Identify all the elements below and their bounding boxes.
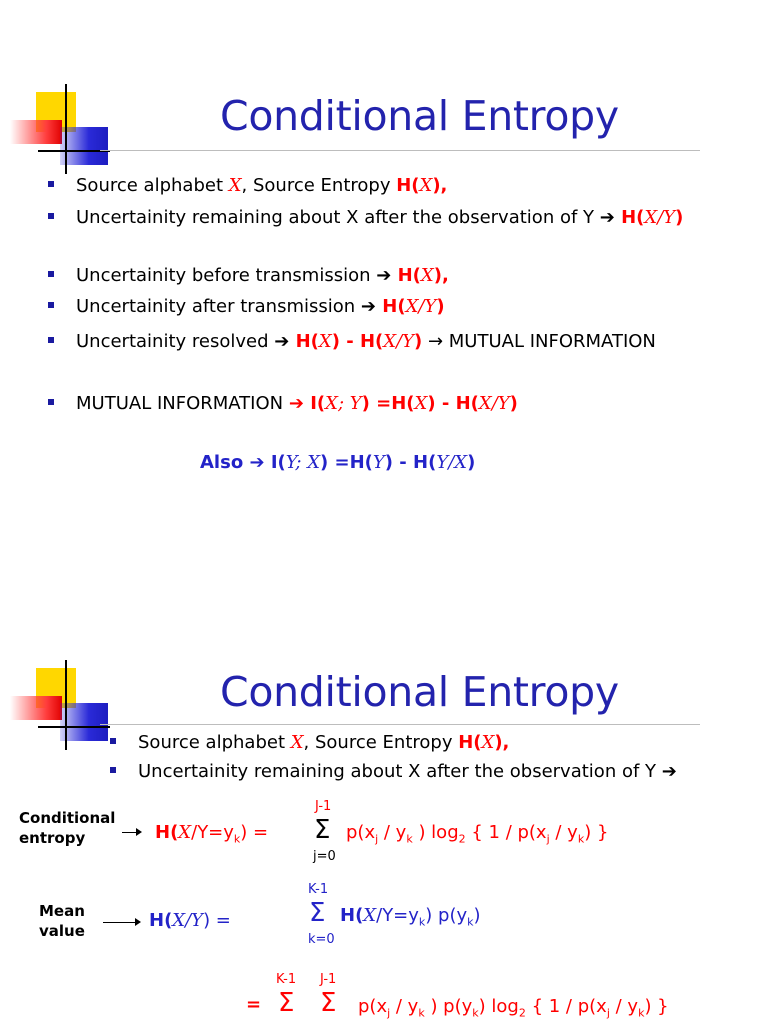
- sum-lower-limit: k=0: [308, 932, 335, 947]
- slide-logo: [10, 660, 110, 750]
- sum-upper-limit-k: K-1: [276, 972, 297, 987]
- bullet-uncertainity-remaining: Uncertainity remaining about X after the observation of Y ➔ H(X/Y): [48, 207, 683, 228]
- bullet-before-transmission: Uncertainity before transmission ➔ H(X),: [48, 265, 449, 286]
- equation-expanded-body: $p(x_j / y_k$ ) $p(y_k)$ $\log_2$ { $1 / p(x_j / y_k)$ }: [358, 996, 669, 1020]
- bullet-icon: [110, 738, 116, 744]
- equation-mean-value-rhs: $H(X/Y=y_k)$ $p(y_k)$: [340, 905, 481, 929]
- equation-conditional-entropy-lhs: $H(X/Y=y_k)$ =: [155, 822, 269, 846]
- bullet-uncertainity-remaining: Uncertainity remaining about X after the observation of Y ➔: [110, 761, 677, 782]
- bullet-icon: [110, 767, 116, 773]
- arrow-head-icon: [135, 918, 141, 926]
- bullet-source-alphabet: Source alphabet X, Source Entropy H(X),: [110, 732, 509, 753]
- sigma-icon: Σ: [314, 815, 331, 845]
- label-mean-value: Mean value: [39, 902, 85, 940]
- equation-conditional-entropy-rhs: $p(x_j / y_k$ ) $\log_2$ { $1 / p(x_j / y_k)$ }: [346, 822, 609, 846]
- sigma-icon: Σ: [320, 988, 337, 1018]
- bullet-uncertainity-resolved: Uncertainity resolved ➔ H(X) - H(X/Y) → MUTUAL INFORMATION: [48, 331, 656, 352]
- equation-expanded-equals: =: [246, 994, 262, 1015]
- page-title: Conditional Entropy: [220, 92, 619, 140]
- bullet-icon: [48, 181, 54, 187]
- arrow-icon: ➔: [599, 207, 615, 228]
- bullet-source-alphabet: Source alphabet X, Source Entropy H(X),: [48, 175, 447, 196]
- arrow-icon: ➔: [661, 761, 677, 782]
- arrow-icon: ➔: [288, 393, 304, 414]
- sigma-icon: Σ: [309, 898, 326, 928]
- sum-upper-limit: K-1: [308, 882, 329, 897]
- arrow-head-icon: [136, 828, 142, 836]
- title-rule: [100, 724, 700, 725]
- slide-2: [0, 512, 768, 1024]
- arrow-icon: ➔: [274, 331, 290, 352]
- bullet-mutual-information: MUTUAL INFORMATION ➔ I(X; Y) =H(X) - H(X/Y): [48, 393, 518, 414]
- bullet-icon: [48, 302, 54, 308]
- bullet-after-transmission: Uncertainity after transmission ➔ H(X/Y): [48, 296, 445, 317]
- bullet-icon: [48, 213, 54, 219]
- slide-logo: [10, 84, 110, 174]
- sum-lower-limit: j=0: [313, 849, 336, 864]
- arrow-icon: ➔: [249, 452, 265, 473]
- pointer-line: [103, 922, 137, 923]
- sigma-icon: Σ: [278, 988, 295, 1018]
- equation-mean-value-lhs: H(X/Y) =: [149, 910, 231, 931]
- arrow-icon: ➔: [376, 265, 392, 286]
- sum-upper-limit: J-1: [315, 799, 332, 814]
- arrow-icon: ➔: [360, 296, 376, 317]
- bullet-icon: [48, 271, 54, 277]
- sum-upper-limit-j: J-1: [320, 972, 337, 987]
- page-title: Conditional Entropy: [220, 668, 619, 716]
- label-conditional-entropy: Conditional entropy: [19, 809, 116, 847]
- title-rule: [100, 150, 700, 151]
- bullet-icon: [48, 337, 54, 343]
- bullet-icon: [48, 399, 54, 405]
- also-equation: Also ➔ I(Y; X) =H(Y) - H(Y/X): [200, 452, 476, 473]
